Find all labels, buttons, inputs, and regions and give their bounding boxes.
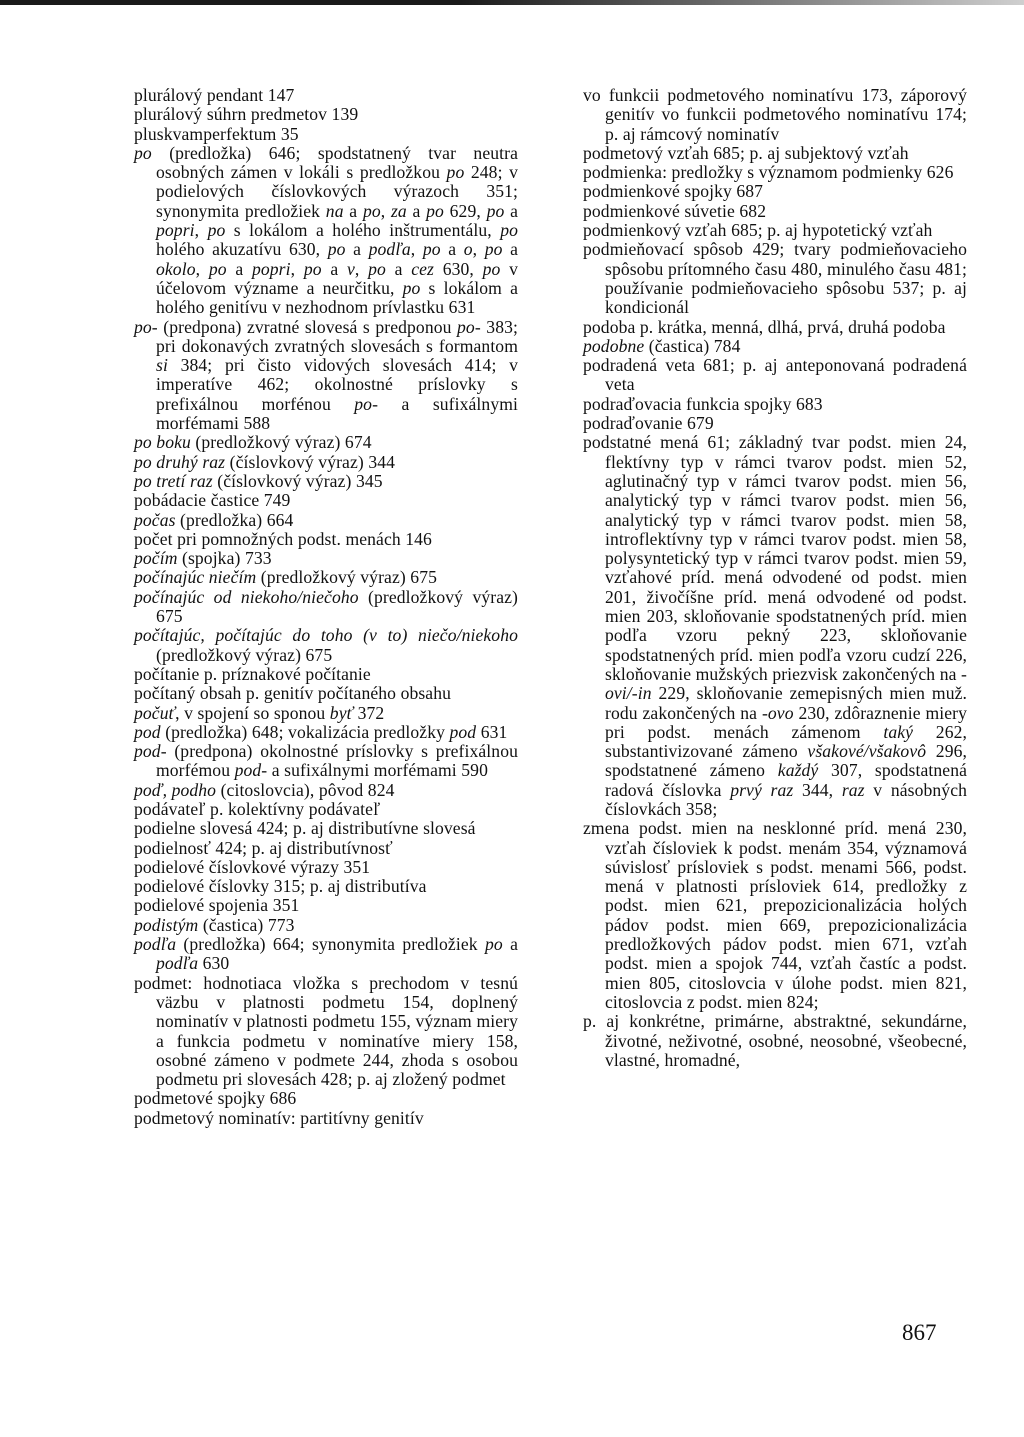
index-entry: podoba p. krátka, menná, dlhá, prvá, druhá podoba: [583, 316, 946, 337]
index-entry: počítajúc, počítajúc do toho (v to) niečo/niekoho (predložkový výraz) 675: [134, 625, 518, 665]
index-entry: podmienkové spojky 687: [583, 181, 764, 202]
index-entry: počuť, v spojení so sponou byť 372: [134, 702, 385, 723]
index-entry: podľa (predložka) 664; synonymita predložiek po a podľa 630: [134, 934, 518, 974]
index-entry: podielové číslovky 315; p. aj distributíva: [134, 876, 427, 897]
scan-edge-bar: [0, 0, 1024, 5]
index-entry: podstatné mená 61; základný tvar podst. mien 24, flektívny typ v rámci tvarov podst. mien 52, aglutinačný typ v rámci tvarov podst. mien 56, analytický typ v rámci tvarov podst. mien 56, analytický typ v rámci tvarov podst. mien 58, introflektívny typ v rámci tvarov podst. mien 58, polysyntetický typ v rámci tvarov podst. mien 59, vzťahové príd. mená odvodené od podst. mien 201, živočíšne príd. mená odvodené od podst. mien 203, skloňovanie spodstatnených príd. mien podľa vzoru pekný 223, skloňovanie spodstatnených príd. mien podľa vzoru cudzí 226, skloňovanie mužských priezvisk zakončených na -ovi/-in 229, skloňovanie zemepisných mien muž. rodu zakončených na -ovo 230, zdôraznenie miery pri podst. menách zámenom taký 262, substantivizované zámeno všakové/všakovô 296, spodstatnené zámeno každý 307, spodstatnená radová číslovka prvý raz 344, raz v násobných číslovkách 358;: [583, 432, 967, 819]
index-entry: počítanie p. príznakové počítanie: [134, 663, 371, 684]
index-entry: podielové číslovkové výrazy 351: [134, 856, 371, 877]
index-entry: podmetový vzťah 685; p. aj subjektový vzťah: [583, 142, 909, 163]
index-entry: podmienka: predložky s významom podmienky 626: [583, 162, 954, 183]
index-entry: p. aj konkrétne, primárne, abstraktné, sekundárne, životné, neživotné, osobné, neosobné, všeobecné, vlastné, hromadné,: [583, 1011, 967, 1070]
index-entry: po boku (predložkový výraz) 674: [134, 432, 372, 453]
index-entry: pluskvamperfektum 35: [134, 123, 299, 144]
index-entry: po tretí raz (číslovkový výraz) 345: [134, 470, 383, 491]
index-entry: podmienkové súvetie 682: [583, 200, 767, 221]
index-entry: podmienkový vzťah 685; p. aj hypotetický vzťah: [583, 220, 933, 241]
index-entry: počínajúc od niekoho/niečoho (predložkový výraz) 675: [134, 586, 518, 627]
index-entry: počítaný obsah p. genitív počítaného obsahu: [134, 683, 452, 704]
index-entry: podmet: hodnotiaca vložka s prechodom v tesnú väzbu v platnosti podmetu 154, doplnený nominatív v platnosti podmetu 155, význam miery a funkcia podmetu v nominatíve miery 158, osobné zámeno v podmete 244, zhoda s osobou podmetu pri slovesách 428; p. aj zložený podmet: [134, 972, 518, 1090]
index-entry: plurálový pendant 147: [134, 85, 295, 105]
right-column: [583, 86, 967, 1070]
index-entry: podraďovacia funkcia spojky 683: [583, 393, 823, 414]
index-entry: podistým (častica) 773: [134, 914, 295, 935]
index-entry: počím (spojka) 733: [134, 548, 272, 569]
index-entry: vo funkcii podmetového nominatívu 173, záporový genitív vo funkcii podmetového nominatívu 174; p. aj rámcový nominatív: [583, 85, 967, 144]
index-entry: podmetové spojky 686: [134, 1088, 297, 1109]
index-entry: počínajúc niečím (predložkový výraz) 675: [134, 567, 437, 588]
index-entry: podávateľ p. kolektívny podávateľ: [134, 798, 381, 819]
index-entry: po druhý raz (číslovkový výraz) 344: [134, 451, 396, 472]
index-entry: po (predložka) 646; spodstatnený tvar neutra osobných zámen v lokáli s predložkou po 248; v podielových číslovkových výrazoch 351; synonymita predložiek na a po, za a po 629, po a popri, po s lokálom a holého inštrumentálu, po holého akuzatívu 630, po a podľa, po a o, po a okolo, po a popri, po a v, po a cez 630, po v účelovom význame a neurčitku, po s lokálom a holého genitívu v nezhodnom prívlastku 631: [134, 142, 519, 318]
index-entry: podmetový nominatív: partitívny genitív: [134, 1107, 424, 1128]
index-entry: pobádacie častice 749: [134, 490, 291, 511]
index-entry: podobne (častica) 784: [583, 335, 741, 356]
index-entry: zmena podst. mien na nesklonné príd. mená 230, vzťah čísloviek k podst. menám 354, významová súvislosť prísloviek s podst. menami 566, podst. mená v platnosti prísloviek 614, predložky z podst. mien 621, prepozicionalizácia holých pádov podst. mien 669, prepozicionalizácia predložkových pádov podst. mien 671, vzťah podst. mien a spojok 744, vzťah častíc a podst. mien 805, citoslovcia v úlohe podst. mien 821, citoslovcia z podst. mien 824;: [583, 818, 967, 1012]
index-entry: podradená veta 681; p. aj anteponovaná podradená veta: [583, 355, 967, 395]
index-entry: pod (predložka) 648; vokalizácia predložky pod 631: [134, 721, 508, 742]
index-entry: podielne slovesá 424; p. aj distributívne slovesá: [134, 818, 476, 839]
index-entry: po- (predpona) zvratné slovesá s predponou po- 383; pri dokonavých zvratných slovesách s formantom si 384; pri čisto vidových slovesách 414; v imperatíve 462; okolnostné príslovky s prefixálnou morfénou po- a sufixálnymi morfémami 588: [134, 316, 518, 434]
index-entry: plurálový súhrn predmetov 139: [134, 104, 359, 125]
page-number: 867: [902, 1320, 937, 1345]
index-entry: podmieňovací spôsob 429; tvary podmieňovacieho spôsobu prítomného času 480, minulého času 481; používanie podmieňovacieho spôsobu 537; p. aj kondicionál: [583, 239, 967, 318]
index-entry: podielové spojenia 351: [134, 895, 300, 916]
index-entry: počas (predložka) 664: [134, 509, 294, 530]
index-entry: podielnosť 424; p. aj distributívnosť: [134, 837, 393, 858]
left-column: [134, 86, 518, 1128]
index-entry: poď, podho (citoslovcia), pôvod 824: [134, 779, 395, 800]
index-entry: počet pri pomnožných podst. menách 146: [134, 528, 432, 549]
index-entry: podraďovanie 679: [583, 413, 714, 434]
index-entry: pod- (predpona) okolnostné príslovky s prefixálnou morfémou pod- a sufixálnymi morfémami 590: [134, 741, 518, 781]
